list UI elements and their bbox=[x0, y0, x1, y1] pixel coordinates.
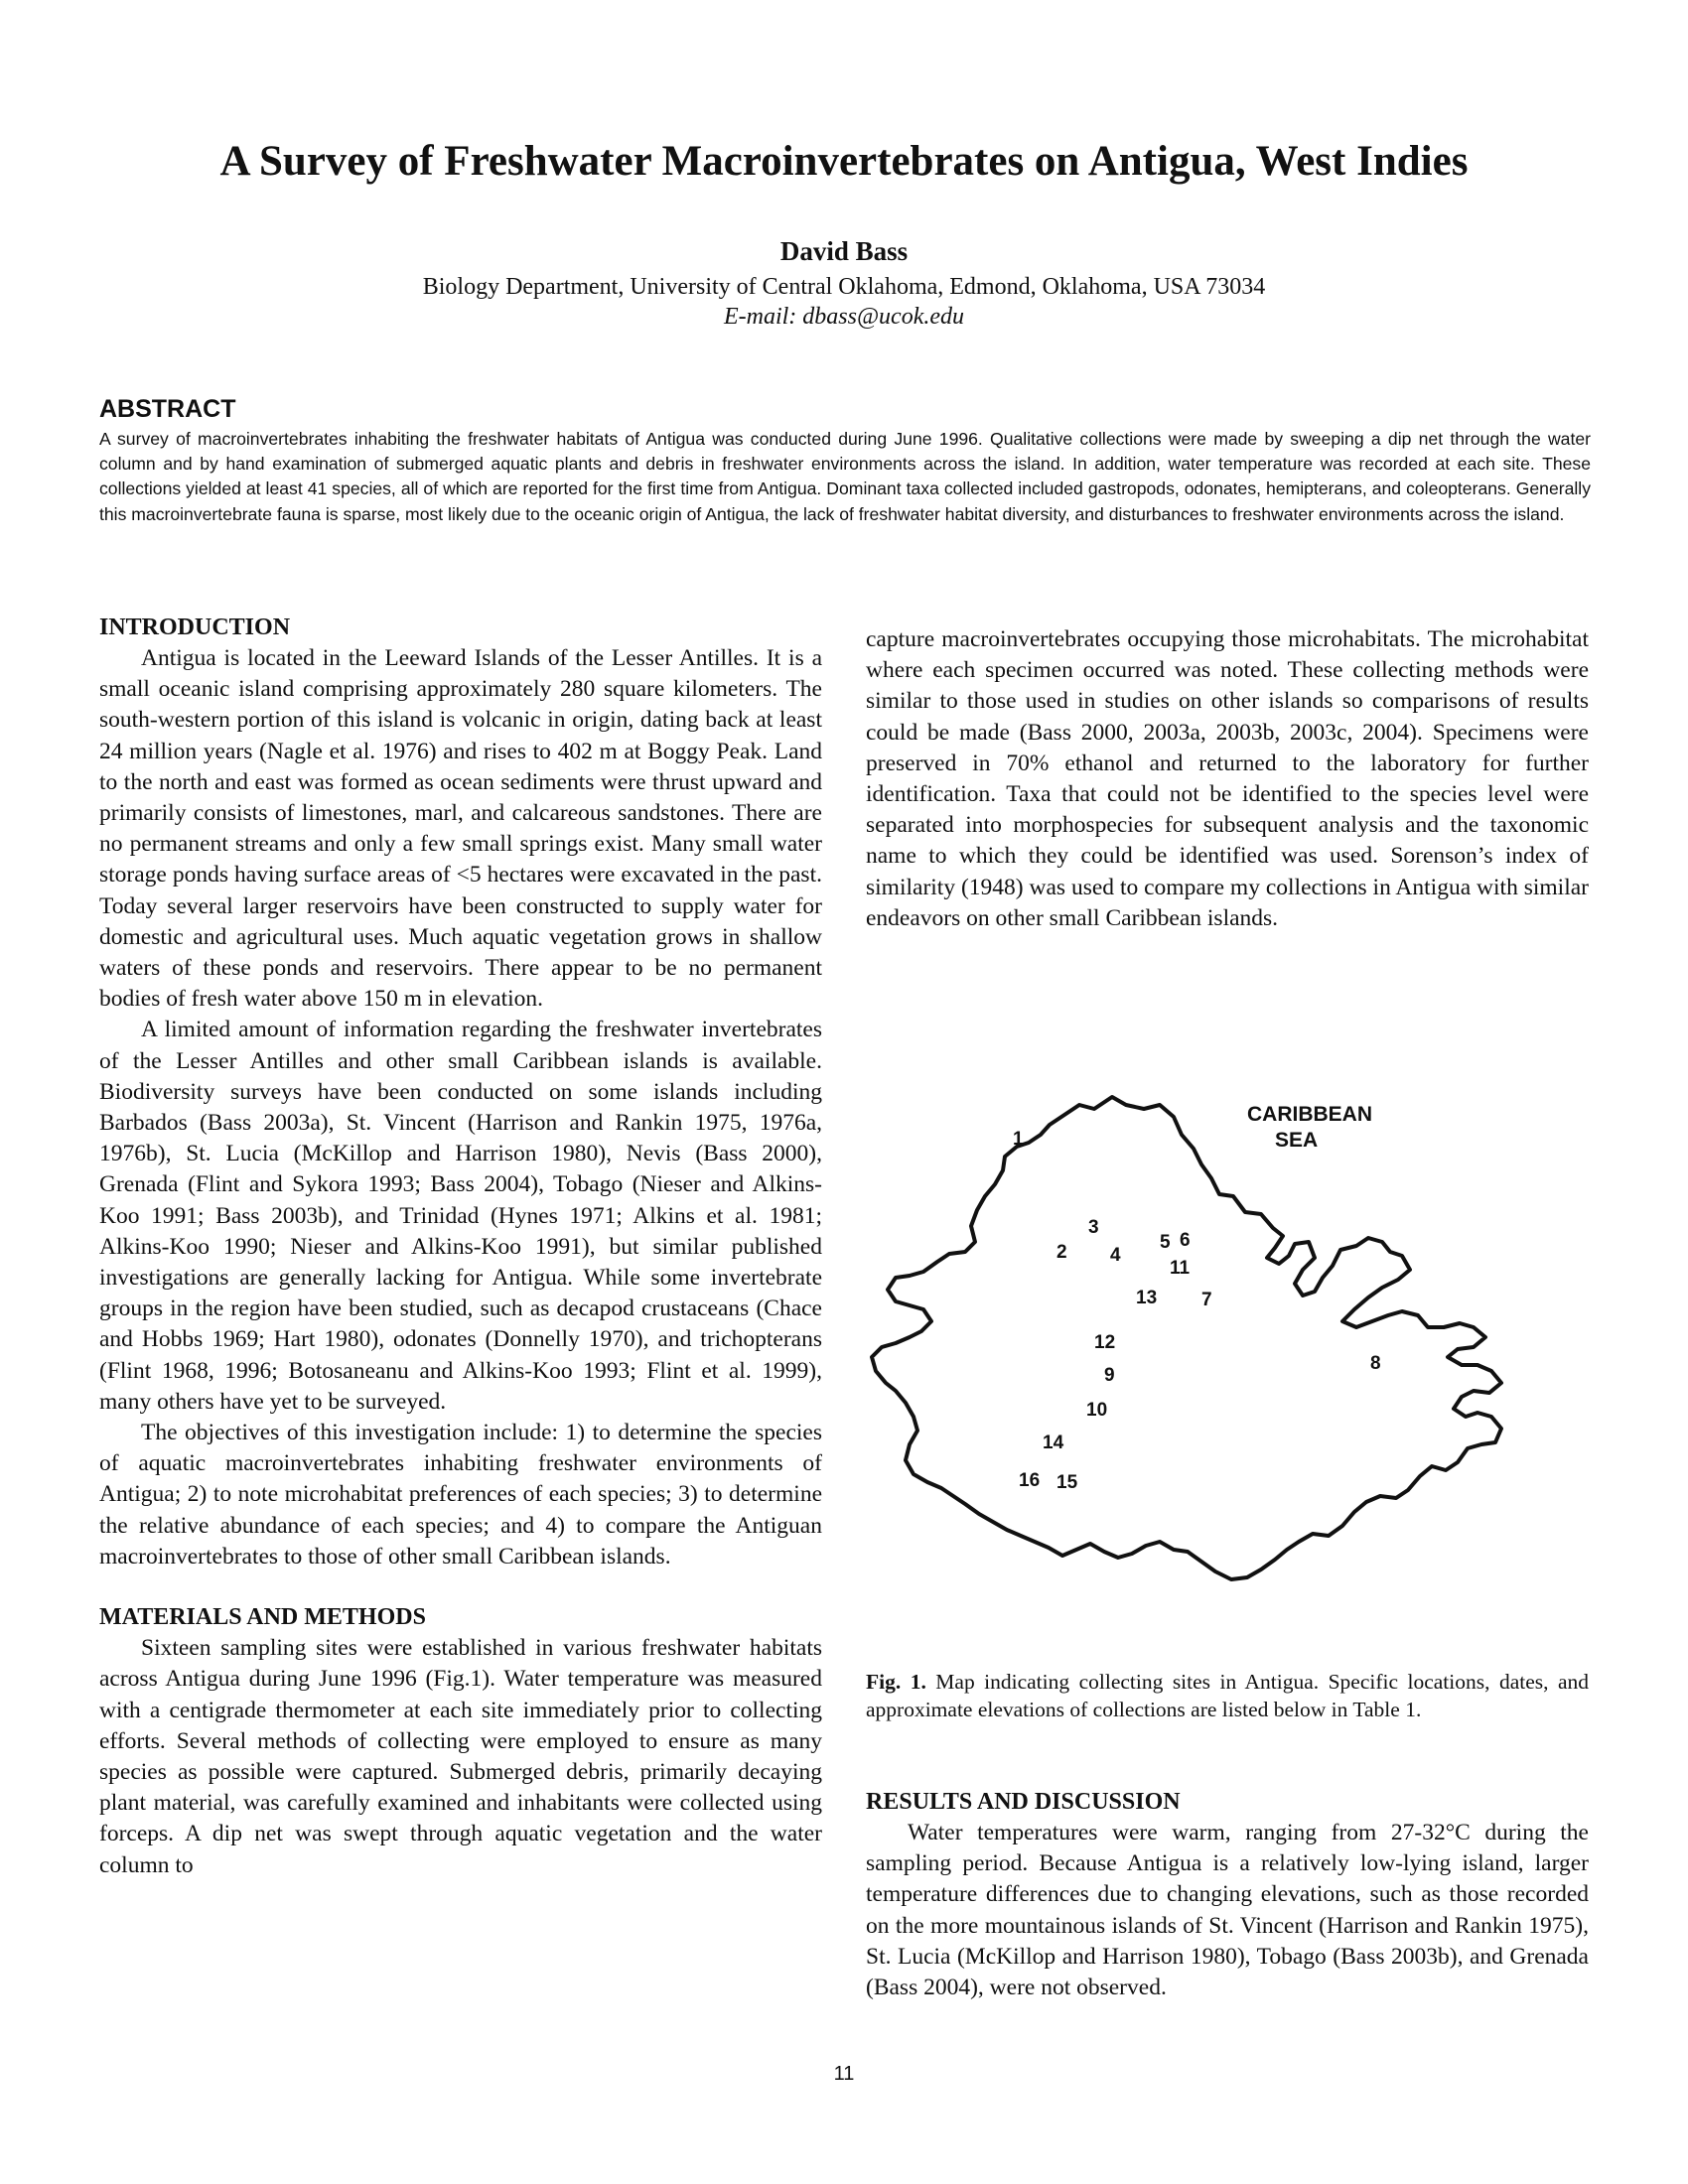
figure-1-caption-label: Fig. 1. bbox=[866, 1670, 926, 1694]
right-column bbox=[866, 624, 1589, 934]
sea-label-line-2: SEA bbox=[1275, 1129, 1319, 1152]
site-label-8: 8 bbox=[1370, 1353, 1381, 1374]
figure-1-caption-text: Map indicating collecting sites in Antigua. Specific locations, dates, and approximate elevations of collections are listed below in Table 1. bbox=[866, 1670, 1589, 1721]
site-label-10: 10 bbox=[1086, 1400, 1108, 1421]
site-label-3: 3 bbox=[1088, 1217, 1099, 1238]
abstract-heading: ABSTRACT bbox=[99, 395, 236, 423]
left-column bbox=[99, 613, 822, 1881]
site-label-6: 6 bbox=[1180, 1230, 1191, 1251]
methods-paragraph-1-continued: capture macroinvertebrates occupying those microhabitats. The microhabitat where each specimen occurred was noted. These collecting methods were similar to those used in studies on other islands so comparisons of results could be made (Bass 2000, 2003a, 2003b, 2003c, 2004). Specimens were preserved in 70% ethanol and returned to the laboratory for further identification. Taxa that could not be identified to the species level were separated into morphospecies for subsequent analysis and the taxonomic name to which they could be identified was used. Sorenson’s index of similarity (1948) was used to compare my collections in Antigua with similar endeavors on other small Caribbean islands. bbox=[866, 626, 1589, 931]
island-outline bbox=[872, 1097, 1501, 1579]
introduction-paragraph-3: The objectives of this investigation include: 1) to determine the species of aquatic macroinvertebrates inhabiting freshwater environments of Antigua; 2) to note microhabitat preferences of each species; 3) to determine the relative abundance of each species; and 4) to compare the Antiguan macroinvertebrates to those of other small Caribbean islands. bbox=[99, 1420, 822, 1570]
introduction-heading: INTRODUCTION bbox=[99, 614, 291, 640]
site-label-13: 13 bbox=[1136, 1288, 1158, 1308]
site-label-4: 4 bbox=[1110, 1245, 1121, 1266]
site-label-5: 5 bbox=[1160, 1232, 1171, 1253]
site-label-1: 1 bbox=[1013, 1129, 1024, 1150]
site-label-11: 11 bbox=[1170, 1258, 1191, 1279]
figure-1-map bbox=[866, 1067, 1589, 1663]
author-name: David Bass bbox=[779, 236, 909, 266]
paper-title: A Survey of Freshwater Macroinvertebrates on Antigua, West Indies bbox=[219, 138, 1469, 185]
site-label-12: 12 bbox=[1094, 1332, 1116, 1353]
site-label-9: 9 bbox=[1104, 1365, 1115, 1386]
site-label-15: 15 bbox=[1056, 1472, 1078, 1493]
author-email: E-mail: dbass@ucok.edu bbox=[723, 304, 965, 330]
figure-1-caption bbox=[866, 1668, 1589, 1723]
antigua-map bbox=[866, 1067, 1589, 1663]
results-section bbox=[866, 1787, 1589, 2003]
site-label-7: 7 bbox=[1201, 1290, 1212, 1310]
site-label-14: 14 bbox=[1043, 1433, 1064, 1453]
author-affiliation: Biology Department, University of Central Oklahoma, Edmond, Oklahoma, USA 73034 bbox=[422, 274, 1266, 300]
results-paragraph-1: Water temperatures were warm, ranging from 27-32°C during the sampling period. Because Antigua is a relatively low-lying island, larger temperature differences due to changing elevations, such as those recorded on the more mountainous islands of St. Vincent (Harrison and Rankin 1975), St. Lucia (McKillop and Harrison 1980), Tobago (Bass 2003b), and Grenada (Bass 2004), were not observed. bbox=[866, 1820, 1589, 2001]
methods-paragraph-1: Sixteen sampling sites were established in various freshwater habitats across Antigua during June 1996 (Fig.1). Water temperature was measured with a centigrade thermometer at each site immediately prior to collecting efforts. Several methods of collecting were employed to ensure as many species as possible were captured. Submerged debris, primarily decaying plant material, was carefully examined and inhabitants were collected using forceps. A dip net was swept through aquatic vegetation and the water column to bbox=[99, 1635, 822, 1878]
abstract-text: A survey of macroinvertebrates inhabiting the freshwater habitats of Antigua was conducted during June 1996. Qualitative collections were made by sweeping a dip net through the water column and by hand examination of submerged aquatic plants and debris in freshwater environments across the island. In addition, water temperature was recorded at each site. These collections yielded at least 41 species, all of which are reported for the first time from Antigua. Dominant taxa collected included gastropods, odonates, hemipterans, and coleopterans. Generally this macroinvertebrate fauna is sparse, most likely due to the oceanic origin of Antigua, the lack of freshwater habitat diversity, and disturbances to freshwater environments across the island. bbox=[99, 429, 1591, 524]
introduction-paragraph-1: Antigua is located in the Leeward Islands of the Lesser Antilles. It is a small oceanic island comprising approximately 280 square kilometers. The south-western portion of this island is volcanic in origin, dating back at least 24 million years (Nagle et al. 1976) and rises to 402 m at Boggy Peak. Land to the north and east was formed as ocean sediments were thrust upward and primarily consists of limestones, marl, and calcareous sandstones. There are no permanent streams and only a few small springs exist. Many small water storage ponds having surface areas of <5 hectares were excavated in the past. Today several larger reservoirs have been constructed to supply water for domestic and agricultural uses. Much aquatic vegetation grows in shallow waters of these ponds and reservoirs. There appear to be no permanent bodies of fresh water above 150 m in elevation. bbox=[99, 645, 822, 1013]
site-label-2: 2 bbox=[1056, 1242, 1067, 1263]
methods-heading: MATERIALS AND METHODS bbox=[99, 1604, 426, 1631]
sea-label-line-1: CARIBBEAN bbox=[1247, 1103, 1372, 1126]
results-heading: RESULTS AND DISCUSSION bbox=[866, 1789, 1181, 1815]
introduction-paragraph-2: A limited amount of information regarding the freshwater invertebrates of the Lesser Antilles and other small Caribbean islands is available. Biodiversity surveys have been conducted on some islands including Barbados (Bass 2003a), St. Vincent (Harrison and Rankin 1975, 1976a, 1976b), St. Lucia (McKillop and Harrison 1980), Nevis (Bass 2000), Grenada (Flint and Sykora 1993; Bass 2004), Tobago (Nieser and Alkins-Koo 1991; Bass 2003b), and Trinidad (Hynes 1971; Alkins et al. 1981; Alkins-Koo 1990; Nieser and Alkins-Koo 1991), but similar published investigations are generally lacking for Antigua. While some invertebrate groups in the region have been studied, such as decapod crustaceans (Chace and Hobbs 1969; Hart 1980), odonates (Donnelly 1970), and trichopterans (Flint 1968, 1996; Botosaneanu and Alkins-Koo 1993; Flint et al. 1999), many others have yet to be surveyed. bbox=[99, 1017, 822, 1415]
site-label-16: 16 bbox=[1019, 1470, 1041, 1491]
page-number: 11 bbox=[833, 2063, 855, 2085]
